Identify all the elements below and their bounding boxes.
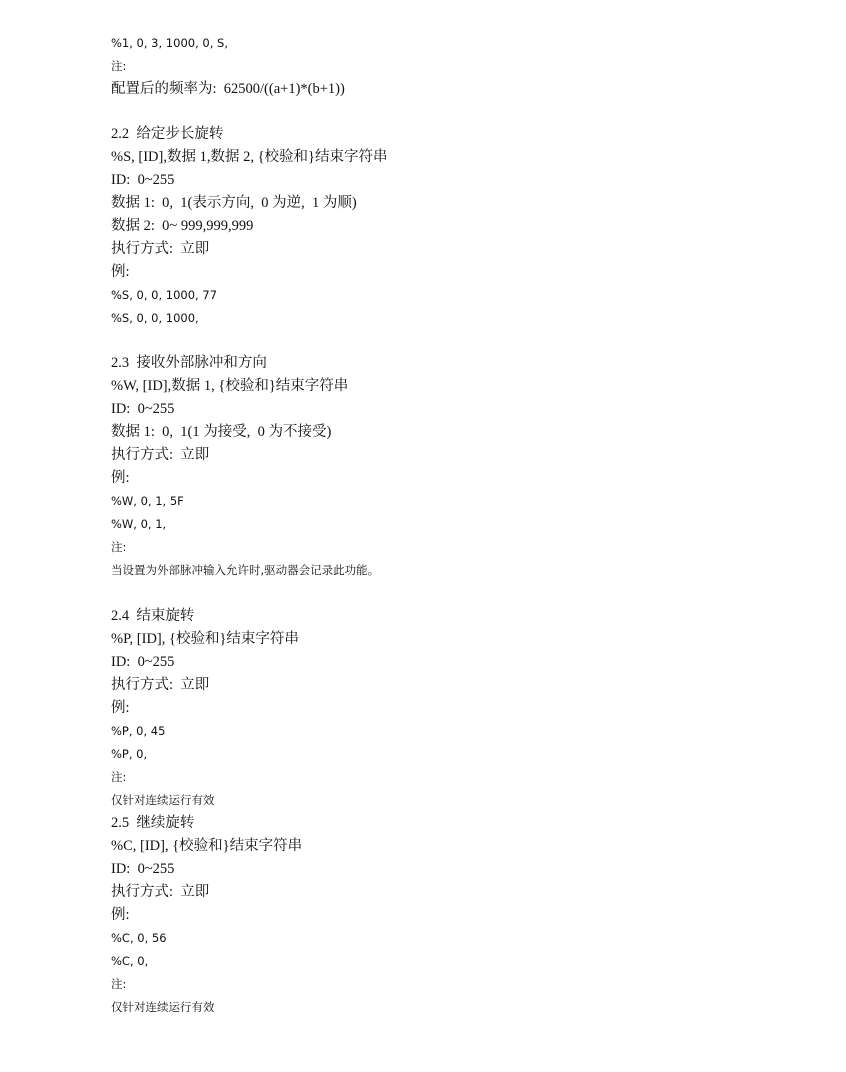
param-line: 数据 1: 0, 1(表示方向, 0 为逆, 1 为顺): [111, 195, 357, 211]
command-format: %C, [ID], {校验和}结束字符串: [111, 838, 303, 854]
note-label: 注:: [111, 977, 127, 991]
param-line: ID: 0~255: [111, 401, 175, 417]
command-format: %S, [ID],数据 1,数据 2, {校验和}结束字符串: [111, 149, 388, 165]
example-label: 例:: [111, 470, 130, 486]
example-line: %C, 0,: [111, 954, 149, 968]
command-format: %P, [ID], {校验和}结束字符串: [111, 631, 299, 647]
note-label: 注:: [111, 59, 127, 73]
section-heading: 2.2 给定步长旋转: [111, 126, 224, 142]
example-label: 例:: [111, 700, 130, 716]
example-line: %S, 0, 0, 1000,: [111, 311, 199, 325]
example-line: %P, 0,: [111, 747, 148, 761]
example-line: %W, 0, 1, 5F: [111, 494, 184, 508]
example-label: 例:: [111, 907, 130, 923]
example-line: %W, 0, 1,: [111, 517, 167, 531]
section-heading: 2.5 继续旋转: [111, 815, 195, 831]
param-line: ID: 0~255: [111, 861, 175, 877]
note-label: 注:: [111, 770, 127, 784]
exec-mode-line: 执行方式: 立即: [111, 677, 210, 693]
exec-mode-line: 执行方式: 立即: [111, 447, 210, 463]
example-line: %C, 0, 56: [111, 931, 167, 945]
param-line: 数据 1: 0, 1(1 为接受, 0 为不接受): [111, 424, 332, 440]
example-line: %1, 0, 3, 1000, 0, S,: [111, 36, 228, 50]
example-line: %S, 0, 0, 1000, 77: [111, 288, 218, 302]
exec-mode-line: 执行方式: 立即: [111, 241, 210, 257]
param-line: ID: 0~255: [111, 654, 175, 670]
section-heading: 2.3 接收外部脉冲和方向: [111, 355, 267, 371]
command-format: %W, [ID],数据 1, {校验和}结束字符串: [111, 378, 349, 394]
note-text: 仅针对连续运行有效: [111, 1000, 215, 1014]
section-heading: 2.4 结束旋转: [111, 608, 195, 624]
text-line: 配置后的频率为: 62500/((a+1)*(b+1)): [111, 81, 345, 97]
note-text: 当设置为外部脉冲输入允许时,驱动器会记录此功能。: [111, 563, 380, 577]
param-line: ID: 0~255: [111, 172, 175, 188]
example-label: 例:: [111, 264, 130, 280]
note-label: 注:: [111, 540, 127, 554]
note-text: 仅针对连续运行有效: [111, 793, 215, 807]
example-line: %P, 0, 45: [111, 724, 166, 738]
param-line: 数据 2: 0~ 999,999,999: [111, 218, 254, 234]
exec-mode-line: 执行方式: 立即: [111, 884, 210, 900]
